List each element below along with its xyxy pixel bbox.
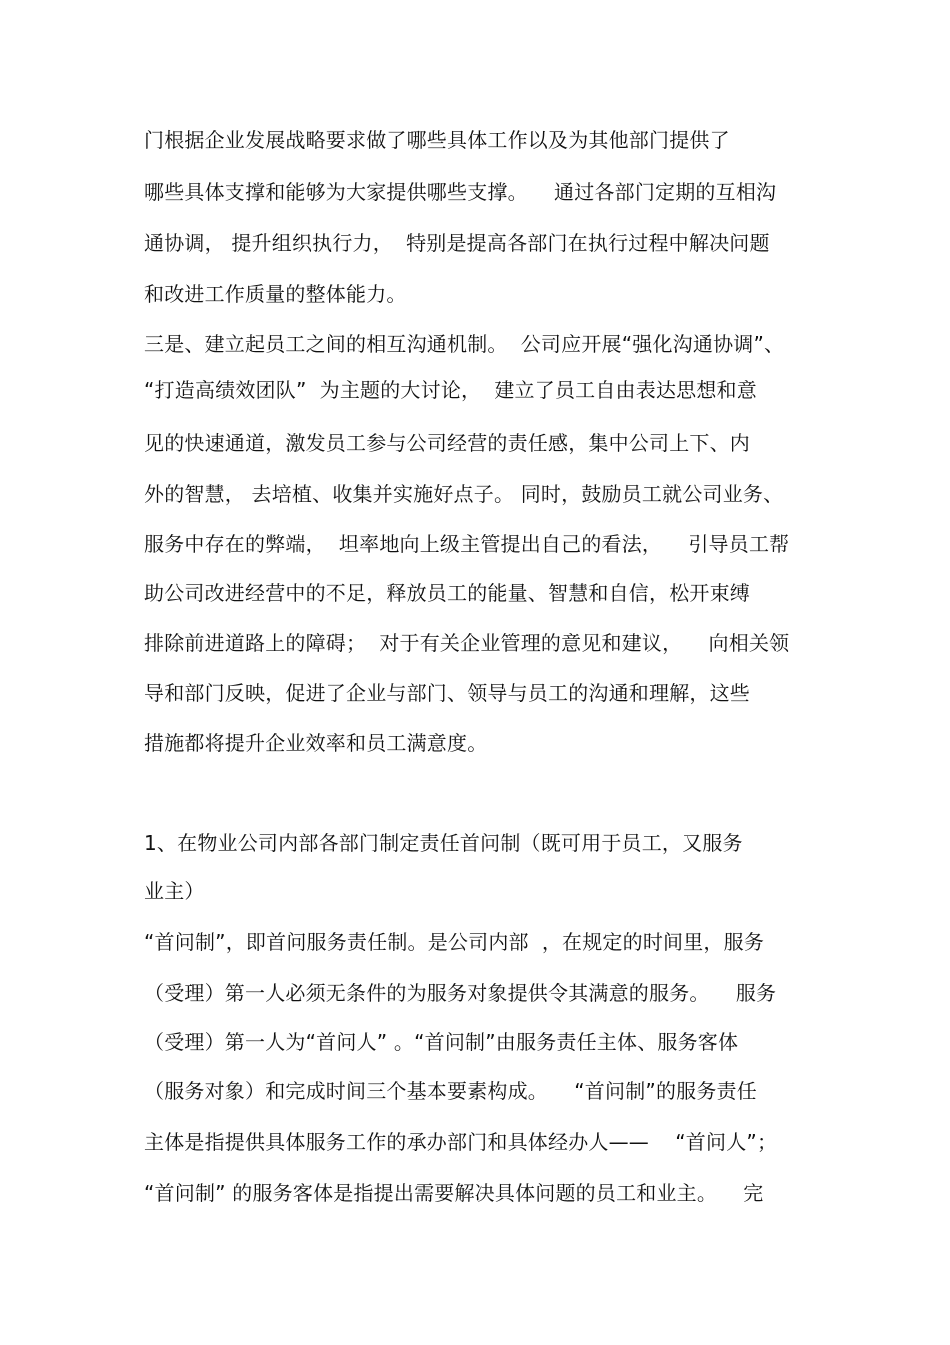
text-line: “首问制” 的服务客体是指提出需要解决具体问题的员工和业主。 完 [144,1181,764,1205]
text-line: （受理）第一人为“首问人” 。“首问制”由服务责任主体、服务客体 [144,1030,739,1054]
text-line: “打造高绩效团队” 为主题的大讨论， 建立了员工自由表达思想和意 [144,378,757,402]
text-line: “首问制”，即首问服务责任制。是公司内部 ，在规定的时间里，服务 [144,930,765,954]
text-line: 措施都将提升企业效率和员工满意度。 [144,731,488,755]
text-line: （服务对象）和完成时间三个基本要素构成。 “首问制”的服务责任 [144,1079,757,1103]
text-line: 见的快速通道，激发员工参与公司经营的责任感，集中公司上下、内 [144,431,750,455]
text-line: 主体是指提供具体服务工作的承办部门和具体经办人—— “首问人”； [144,1130,778,1154]
text-line: 通协调， 提升组织执行力， 特别是提高各部门在执行过程中解决问题 [144,231,770,255]
text-line: 三是、建立起员工之间的相互沟通机制。 公司应开展“强化沟通协调”、 [144,332,785,356]
text-line: 和改进工作质量的整体能力。 [144,282,407,306]
text-line: 哪些具体支撑和能够为大家提供哪些支撑。 通过各部门定期的互相沟 [144,180,777,204]
section-heading: 1、在物业公司内部各部门制定责任首问制（既可用于员工，又服务 [144,831,743,855]
text-line: 助公司改进经营中的不足，释放员工的能量、智慧和自信，松开束缚 [144,581,750,605]
text-line: 导和部门反映，促进了企业与部门、领导与员工的沟通和理解，这些 [144,681,750,705]
text-line: 服务中存在的弊端， 坦率地向上级主管提出自己的看法， 引导员工帮 [144,532,790,556]
text-line: 门根据企业发展战略要求做了哪些具体工作以及为其他部门提供了 [144,128,730,152]
text-line: 排除前进道路上的障碍； 对于有关企业管理的意见和建议， 向相关领 [144,631,790,655]
section-heading-continuation: 业主） [144,879,205,903]
text-line: 外的智慧， 去培植、收集并实施好点子。 同时，鼓励员工就公司业务、 [144,482,784,506]
text-line: （受理）第一人必须无条件的为服务对象提供令其满意的服务。 服务 [144,981,777,1005]
